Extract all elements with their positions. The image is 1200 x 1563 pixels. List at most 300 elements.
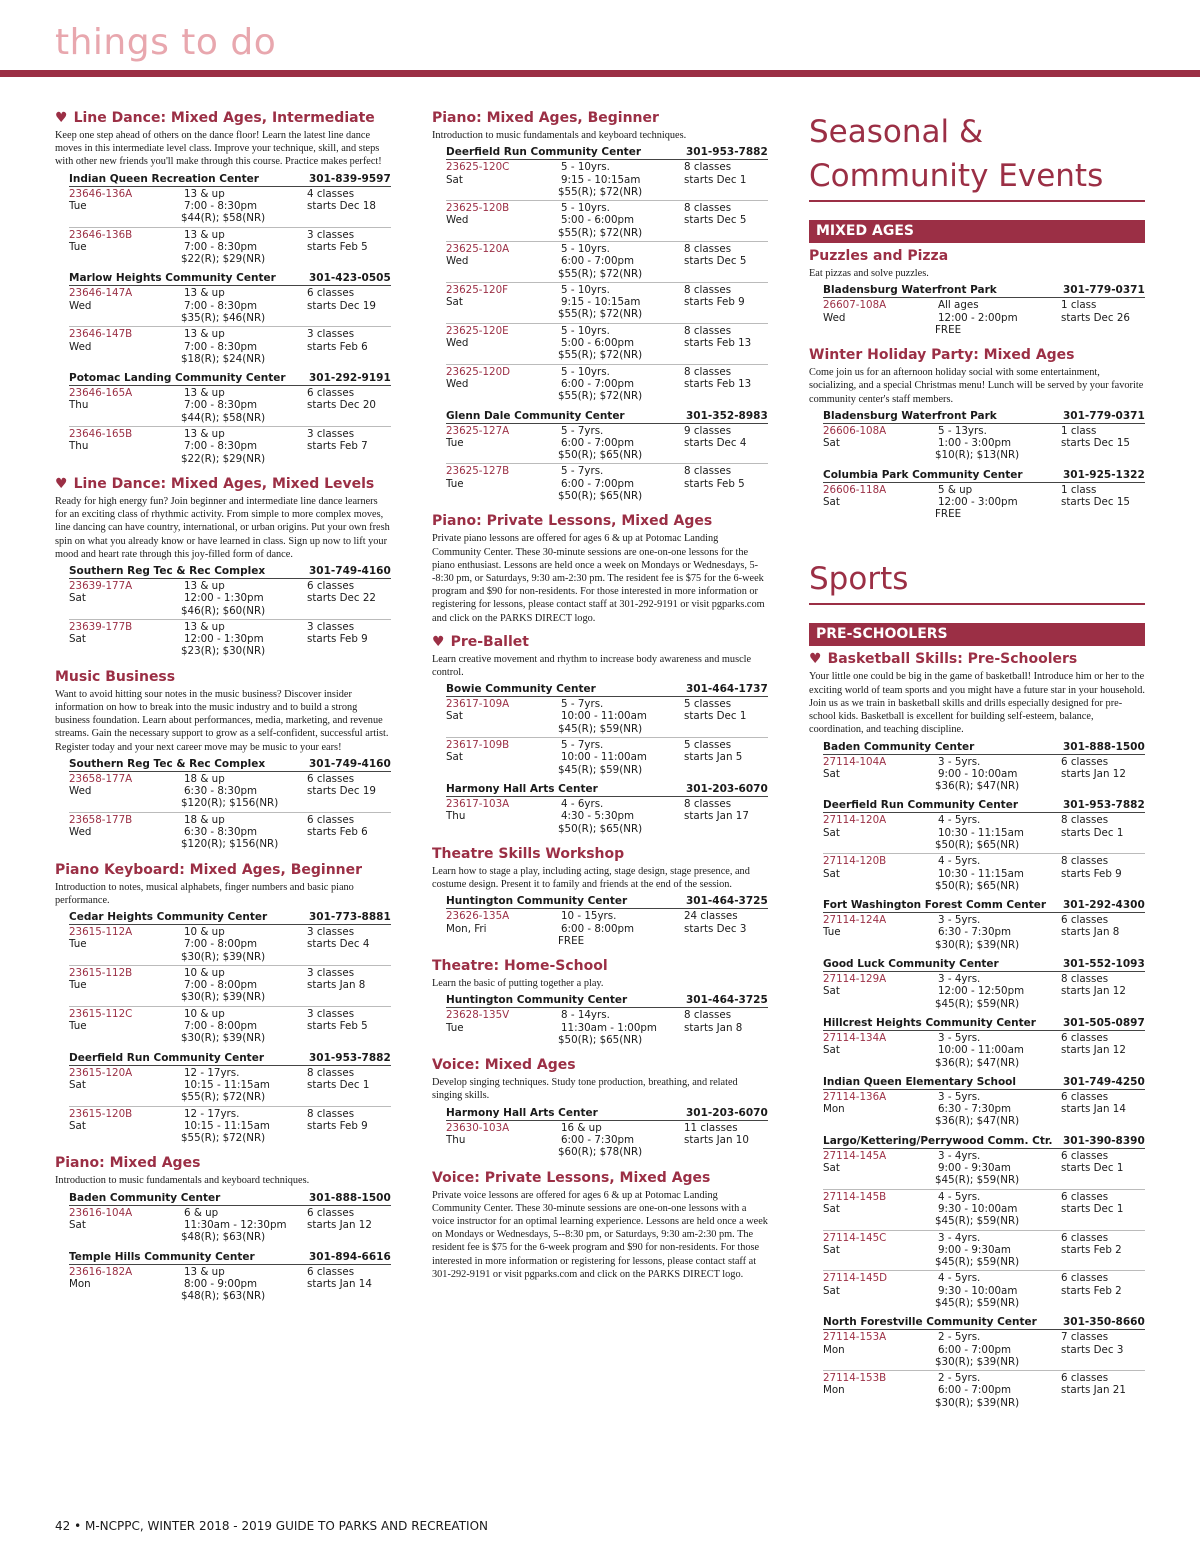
- session-code-cell: [823, 1232, 935, 1269]
- location-phone: 301-925-1322: [1063, 468, 1145, 481]
- session-time: 12:00 - 1:30pm: [184, 592, 264, 605]
- session-fee: $55(R); $72(NR): [181, 1132, 266, 1145]
- session-time: 10:15 - 11:15am: [184, 1119, 270, 1132]
- session-schedule: [684, 325, 768, 362]
- location-name: Southern Reg Tec & Rec Complex: [69, 564, 266, 577]
- program-description: Learn how to stage a play, including acting, stage design, stage presence, and costume design. Present it to family and friends at the end of the session.: [432, 865, 750, 891]
- program-title: [432, 634, 768, 651]
- session-start: starts Jan 21: [1061, 1384, 1126, 1397]
- session-day: Tue: [69, 1020, 87, 1033]
- session-row: [69, 579, 391, 620]
- location-phone: 301-894-6616: [309, 1250, 391, 1263]
- session-fee: $30(R); $39(NR): [181, 1032, 266, 1045]
- session-age: 13 & up: [184, 328, 225, 341]
- category-band: PRE-SCHOOLERS: [809, 623, 1145, 646]
- location-block: [446, 682, 768, 778]
- program-listing: [55, 669, 391, 853]
- session-details: [181, 428, 307, 465]
- location-phone: 301-749-4160: [309, 564, 391, 577]
- session-classes: 8 classes: [1061, 814, 1109, 827]
- session-schedule: [1061, 914, 1145, 951]
- session-row: [823, 1149, 1145, 1190]
- session-start: starts Dec 15: [1061, 495, 1130, 508]
- session-code: 23625-120C: [446, 161, 510, 174]
- session-classes: 8 classes: [307, 1066, 355, 1079]
- session-start: starts Dec 1: [1061, 826, 1124, 839]
- session-age: 4 - 5yrs.: [938, 855, 981, 868]
- session-fee: $55(R); $72(NR): [558, 185, 643, 198]
- session-code-cell: [823, 1150, 935, 1187]
- session-code: 27114-153B: [823, 1372, 887, 1385]
- session-row: [446, 1008, 768, 1048]
- session-details: [935, 1331, 1061, 1368]
- session-start: starts Dec 22: [307, 592, 376, 605]
- session-code-cell: [69, 1008, 181, 1045]
- program-listing: [809, 248, 1145, 338]
- session-code: 23616-182A: [69, 1265, 133, 1278]
- section-heading-text: Sports: [809, 561, 909, 598]
- session-start: starts Feb 9: [684, 296, 745, 309]
- session-classes: 6 classes: [1061, 1031, 1109, 1044]
- session-schedule: [684, 910, 768, 947]
- location-name: North Forestville Community Center: [823, 1316, 1037, 1329]
- location-header: [823, 1075, 1145, 1090]
- session-classes: 3 classes: [307, 925, 355, 938]
- session-code: 23617-103A: [446, 797, 510, 810]
- session-classes: 8 classes: [684, 1009, 732, 1022]
- location-block: [446, 409, 768, 505]
- session-start: starts Dec 19: [307, 299, 376, 312]
- session-code: 23646-147A: [69, 287, 133, 300]
- program-description: Learn the basic of putting together a play.: [432, 978, 604, 990]
- session-time: 7:00 - 8:30pm: [184, 240, 258, 253]
- session-time: 10:15 - 11:15am: [184, 1078, 270, 1091]
- session-time: 7:00 - 8:30pm: [184, 340, 258, 353]
- location-header: [69, 271, 391, 286]
- location-block: [823, 798, 1145, 894]
- session-classes: 8 classes: [684, 161, 732, 174]
- session-fee: $50(R); $65(NR): [935, 879, 1020, 892]
- session-age: 5 - 7yrs.: [561, 424, 604, 437]
- location-name: Southern Reg Tec & Rec Complex: [69, 757, 266, 770]
- session-day: Wed: [446, 214, 469, 227]
- session-day: Sat: [446, 751, 463, 764]
- session-day: Mon: [823, 1103, 845, 1116]
- session-code: 27114-145B: [823, 1190, 887, 1203]
- location-phone: 301-464-1737: [686, 683, 768, 696]
- session-row: [823, 424, 1145, 464]
- session-code: 23625-120B: [446, 202, 510, 215]
- session-code-cell: [446, 1122, 558, 1159]
- session-day: Sat: [823, 1202, 840, 1215]
- session-row: [823, 1231, 1145, 1272]
- session-time: 6:00 - 7:30pm: [561, 1133, 635, 1146]
- session-code-cell: [823, 756, 935, 793]
- location-block: [446, 782, 768, 837]
- session-fee: $45(R); $59(NR): [935, 1297, 1020, 1309]
- session-details: [558, 161, 684, 198]
- session-code-cell: [69, 926, 181, 963]
- location-phone: 301-953-7882: [686, 146, 768, 159]
- session-details: [558, 366, 684, 403]
- session-start: starts Feb 2: [1061, 1243, 1122, 1256]
- session-time: 5:00 - 6:00pm: [561, 214, 635, 227]
- session-age: 5 - 10yrs.: [561, 283, 610, 296]
- location-name: Largo/Kettering/Perrywood Comm. Ctr.: [823, 1134, 1053, 1147]
- session-day: Sat: [823, 437, 840, 449]
- session-schedule: [1061, 855, 1145, 892]
- location-block: [823, 957, 1145, 1012]
- session-schedule: [307, 328, 391, 365]
- session-classes: 8 classes: [1061, 973, 1109, 986]
- session-fee: $48(R); $63(NR): [181, 1231, 266, 1244]
- session-row: [69, 813, 391, 853]
- session-schedule: [1061, 1091, 1145, 1128]
- session-day: Tue: [69, 979, 87, 992]
- session-code-cell: [823, 1331, 935, 1368]
- program-description: Your little one could be big in the game of basketball! Introduce him or her to the exciting world of team sports and you might have a future star in your household. Join us as we train in basketball skills and drills especially designed for pre-school kids. Basketball is excellent for building self-esteem, balance, coordination, and teaching discipline.: [809, 671, 1146, 736]
- location-block: [69, 1051, 391, 1147]
- session-time: 6:00 - 7:00pm: [938, 1384, 1012, 1397]
- session-time: 8:00 - 9:00pm: [184, 1277, 258, 1290]
- session-age: 5 - 7yrs.: [561, 739, 604, 752]
- session-row: [446, 160, 768, 201]
- session-classes: 1 class: [1061, 424, 1097, 437]
- session-fee: $55(R); $72(NR): [558, 349, 643, 362]
- session-age: 4 - 6yrs.: [561, 797, 604, 810]
- session-fee: FREE: [935, 323, 962, 336]
- header-rule: [0, 70, 1200, 77]
- session-code-cell: [823, 1272, 935, 1309]
- session-age: 10 & up: [184, 966, 225, 979]
- session-age: 3 - 4yrs.: [938, 1231, 981, 1244]
- session-row: [446, 283, 768, 324]
- session-classes: 3 classes: [307, 428, 355, 441]
- session-classes: 3 classes: [307, 328, 355, 341]
- session-start: starts Feb 5: [684, 477, 745, 490]
- session-fee: $30(R); $39(NR): [181, 950, 266, 963]
- session-schedule: [684, 284, 768, 321]
- location-block: [69, 1191, 391, 1246]
- location-phone: 301-505-0897: [1063, 1016, 1145, 1029]
- column-2: [432, 110, 768, 1290]
- session-classes: 6 classes: [1061, 1372, 1109, 1385]
- session-start: starts Dec 1: [307, 1078, 370, 1091]
- session-row: [69, 1265, 391, 1305]
- session-day: Sat: [446, 710, 463, 723]
- session-start: starts Jan 12: [1061, 767, 1126, 780]
- session-schedule: [307, 229, 391, 266]
- session-time: 6:00 - 7:00pm: [561, 377, 635, 390]
- location-block: [823, 468, 1145, 523]
- session-day: Sat: [69, 633, 86, 646]
- location-block: [823, 1075, 1145, 1130]
- session-classes: 8 classes: [684, 242, 732, 255]
- session-code-cell: [823, 299, 935, 336]
- session-classes: 6 classes: [1061, 914, 1109, 927]
- session-classes: 9 classes: [684, 424, 732, 437]
- location-header: [823, 1134, 1145, 1149]
- program-title: [432, 110, 768, 127]
- session-code-cell: [446, 325, 558, 362]
- section-heading: [809, 110, 1145, 202]
- session-age: 10 & up: [184, 925, 225, 938]
- session-details: [558, 739, 684, 776]
- session-age: 4 - 5yrs.: [938, 814, 981, 827]
- location-name: Harmony Hall Arts Center: [446, 782, 598, 795]
- session-time: 9:00 - 9:30am: [938, 1162, 1011, 1175]
- session-code: 23617-109A: [446, 698, 510, 711]
- session-code: 27114-153A: [823, 1331, 887, 1344]
- location-name: Marlow Heights Community Center: [69, 272, 276, 285]
- session-fee: $30(R); $39(NR): [935, 1355, 1020, 1368]
- session-details: [181, 1067, 307, 1104]
- session-schedule: [307, 580, 391, 617]
- session-classes: 6 classes: [307, 813, 355, 826]
- program-title-text: Voice: Private Lessons, Mixed Ages: [432, 1169, 711, 1186]
- session-start: starts Dec 1: [684, 173, 747, 186]
- session-code-cell: [69, 1067, 181, 1104]
- session-start: starts Jan 8: [307, 979, 366, 992]
- session-code: 27114-120A: [823, 814, 887, 827]
- session-age: 5 & up: [938, 483, 973, 496]
- session-code-cell: [69, 387, 181, 424]
- session-age: 5 - 10yrs.: [561, 202, 610, 215]
- session-schedule: [307, 621, 391, 658]
- location-name: Glenn Dale Community Center: [446, 409, 625, 422]
- session-classes: 6 classes: [1061, 1149, 1109, 1162]
- session-start: starts Jan 12: [1061, 1044, 1126, 1057]
- session-time: 4:30 - 5:30pm: [561, 810, 635, 823]
- session-details: [935, 855, 1061, 892]
- location-name: Deerfield Run Community Center: [446, 146, 641, 159]
- session-details: [935, 299, 1061, 336]
- session-schedule: [1061, 1191, 1145, 1228]
- location-header: [69, 371, 391, 386]
- session-row: [823, 1271, 1145, 1311]
- session-code-cell: [446, 425, 558, 462]
- session-day: Sat: [446, 296, 463, 309]
- session-age: 2 - 5yrs.: [938, 1331, 981, 1344]
- session-row: [69, 966, 391, 1007]
- session-age: 13 & up: [184, 187, 225, 200]
- session-details: [935, 425, 1061, 462]
- session-classes: 6 classes: [1061, 1090, 1109, 1103]
- session-time: 12:00 - 12:50pm: [938, 985, 1025, 998]
- session-age: 2 - 5yrs.: [938, 1372, 981, 1385]
- session-classes: 1 class: [1061, 299, 1097, 312]
- section-heading-text: Seasonal & Community Events: [809, 114, 1104, 194]
- session-classes: 5 classes: [684, 698, 732, 711]
- session-schedule: [1061, 1372, 1145, 1409]
- session-classes: 3 classes: [307, 620, 355, 633]
- session-code: 23646-136A: [69, 187, 133, 200]
- location-block: [446, 993, 768, 1048]
- location-header: [823, 468, 1145, 483]
- program-description: Keep one step ahead of others on the dance floor! Learn the latest line dance moves in this intermediate level class. Improve your technique, skill, and steps with other new friends you'll make through this course. Practice makes perfect!: [55, 130, 382, 168]
- session-age: 12 - 17yrs.: [184, 1066, 240, 1079]
- location-phone: 301-749-4250: [1063, 1075, 1145, 1088]
- session-fee: $44(R); $58(NR): [181, 411, 266, 424]
- session-age: 4 - 5yrs.: [938, 1272, 981, 1285]
- session-code-cell: [69, 287, 181, 324]
- session-schedule: [1061, 484, 1145, 521]
- session-fee: $55(R); $72(NR): [558, 226, 643, 239]
- location-phone: 301-464-3725: [686, 994, 768, 1007]
- page-header: [0, 0, 1200, 78]
- program-listing: [55, 476, 391, 660]
- session-age: 13 & up: [184, 287, 225, 300]
- program-title: [432, 513, 768, 530]
- session-schedule: [1061, 1272, 1145, 1309]
- session-code-cell: [446, 465, 558, 502]
- session-day: Sat: [69, 1218, 86, 1231]
- location-block: [69, 172, 391, 268]
- location-name: Huntington Community Center: [446, 994, 628, 1007]
- session-start: starts Jan 8: [684, 1021, 743, 1034]
- session-schedule: [1061, 1232, 1145, 1269]
- session-schedule: [1061, 425, 1145, 462]
- session-classes: 6 classes: [307, 579, 355, 592]
- session-day: Sat: [823, 826, 840, 839]
- session-schedule: [1061, 1032, 1145, 1069]
- session-code-cell: [69, 428, 181, 465]
- session-age: 13 & up: [184, 620, 225, 633]
- session-time: 1:00 - 3:00pm: [938, 437, 1012, 449]
- session-start: starts Dec 15: [1061, 437, 1130, 449]
- program-description: Introduction to music fundamentals and keyboard techniques.: [55, 1175, 310, 1187]
- location-header: [446, 145, 768, 160]
- session-code: 26606-118A: [823, 483, 887, 496]
- session-code: 27114-124A: [823, 914, 887, 927]
- session-time: 10:30 - 11:15am: [938, 867, 1024, 880]
- session-time: 11:30am - 12:30pm: [184, 1218, 287, 1231]
- session-fee: $30(R); $39(NR): [935, 1396, 1020, 1409]
- session-details: [181, 1008, 307, 1045]
- session-schedule: [1061, 299, 1145, 336]
- session-code-cell: [823, 914, 935, 951]
- session-time: 9:00 - 9:30am: [938, 1243, 1011, 1256]
- program-title: [432, 846, 768, 863]
- session-start: starts Jan 5: [684, 751, 743, 764]
- session-start: starts Feb 2: [1061, 1284, 1122, 1297]
- program-description: Come join us for an afternoon holiday social with some entertainment, socializing, and a special Christmas menu! Lunch will be served by your favorite community center's staff members.: [809, 367, 1144, 405]
- session-row: [69, 327, 391, 367]
- location-header: [446, 682, 768, 697]
- location-header: [446, 894, 768, 909]
- heart-icon: ♥: [432, 633, 445, 650]
- session-code-cell: [69, 1108, 181, 1145]
- session-code-cell: [446, 798, 558, 835]
- session-fee: $45(R); $59(NR): [935, 997, 1020, 1010]
- session-start: starts Dec 19: [307, 785, 376, 798]
- session-schedule: [307, 1108, 391, 1145]
- session-schedule: [307, 1067, 391, 1104]
- session-day: Thu: [446, 810, 466, 823]
- session-fee: $50(R); $65(NR): [935, 838, 1020, 851]
- program-title: [55, 1155, 391, 1172]
- session-time: 6:30 - 7:30pm: [938, 926, 1012, 939]
- session-details: [935, 914, 1061, 951]
- location-name: Hillcrest Heights Community Center: [823, 1016, 1036, 1029]
- session-code: 27114-145C: [823, 1231, 887, 1244]
- session-day: Tue: [69, 938, 87, 951]
- location-name: Good Luck Community Center: [823, 958, 999, 971]
- session-classes: 6 classes: [307, 287, 355, 300]
- session-details: [935, 484, 1061, 521]
- session-code-cell: [69, 1266, 181, 1303]
- location-block: [69, 757, 391, 853]
- session-row: [823, 483, 1145, 523]
- session-code: 27114-134A: [823, 1031, 887, 1044]
- program-description: Introduction to notes, musical alphabets, finger numbers and basic piano performance.: [55, 881, 354, 906]
- session-start: starts Dec 18: [307, 199, 376, 212]
- session-time: 10:00 - 11:00am: [561, 751, 647, 764]
- session-classes: 3 classes: [307, 1007, 355, 1020]
- session-row: [446, 909, 768, 949]
- session-details: [935, 814, 1061, 851]
- session-code: 23625-120E: [446, 324, 509, 337]
- session-details: [558, 243, 684, 280]
- session-fee: $36(R); $47(NR): [935, 1056, 1020, 1069]
- program-title-text: Piano: Private Lessons, Mixed Ages: [432, 513, 713, 530]
- session-start: starts Jan 14: [1061, 1103, 1126, 1116]
- location-block: [823, 283, 1145, 338]
- session-row: [69, 1066, 391, 1107]
- session-classes: 11 classes: [684, 1121, 738, 1134]
- location-header: [69, 757, 391, 772]
- location-header: [446, 1106, 768, 1121]
- program-listing: [55, 1155, 391, 1304]
- location-name: Deerfield Run Community Center: [823, 799, 1018, 812]
- session-age: 13 & up: [184, 387, 225, 400]
- session-fee: $46(R); $60(NR): [181, 604, 266, 617]
- session-details: [181, 1207, 307, 1244]
- session-details: [181, 1108, 307, 1145]
- session-details: [181, 1266, 307, 1303]
- location-header: [69, 1191, 391, 1206]
- location-name: Bladensburg Waterfront Park: [823, 409, 997, 422]
- session-classes: 6 classes: [1061, 1190, 1109, 1203]
- session-start: starts Dec 1: [684, 710, 747, 723]
- session-schedule: [684, 739, 768, 776]
- session-code: 23646-136B: [69, 228, 133, 241]
- session-age: 3 - 5yrs.: [938, 1090, 981, 1103]
- location-phone: 301-292-9191: [309, 372, 391, 385]
- program-description: Want to avoid hitting sour notes in the music business? Discover insider information on how to break into the music industry and to build a strong business foundation. Learn about performances, media, marketing, and revenue streams. Gain the necessary support to grow as a self-confident, successful artist. Register today and your next career move may be music to your ears!: [55, 688, 389, 753]
- session-age: 5 - 7yrs.: [561, 698, 604, 711]
- session-classes: 7 classes: [1061, 1331, 1109, 1344]
- session-schedule: [1061, 1150, 1145, 1187]
- session-details: [935, 756, 1061, 793]
- session-details: [558, 465, 684, 502]
- session-time: 6:30 - 8:30pm: [184, 785, 258, 798]
- session-fee: $60(R); $78(NR): [558, 1146, 643, 1159]
- session-details: [558, 425, 684, 462]
- session-row: [446, 201, 768, 242]
- session-details: [935, 1150, 1061, 1187]
- location-phone: 301-953-7882: [309, 1051, 391, 1064]
- session-code-cell: [823, 1032, 935, 1069]
- heart-icon: ♥: [55, 475, 68, 492]
- session-start: starts Dec 4: [307, 938, 370, 951]
- session-details: [558, 798, 684, 835]
- session-classes: 6 classes: [307, 387, 355, 400]
- session-details: [181, 387, 307, 424]
- program-description: Develop singing techniques. Study tone production, breathing, and related singing skills.: [432, 1077, 738, 1102]
- session-schedule: [684, 161, 768, 198]
- session-age: 3 - 4yrs.: [938, 973, 981, 986]
